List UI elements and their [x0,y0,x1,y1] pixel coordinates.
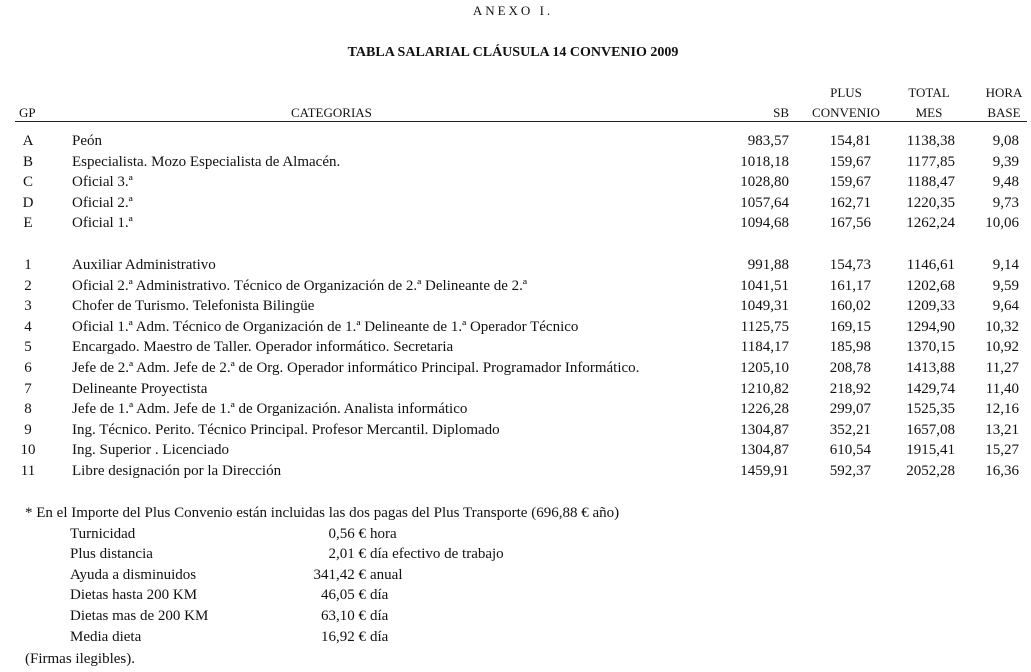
cell-hb: 11,27 [985,360,1019,376]
table-row [0,337,1031,358]
cell-pc: 299,07 [829,401,871,418]
cell-sb: 1226,28 [740,401,789,418]
cell-sb: 1057,64 [740,194,789,211]
cell-tm: 1413,88 [906,360,955,376]
cell-gp: 4 [24,318,32,335]
cell-cat: Oficial 2.ª [72,194,133,211]
extra-label: Turnicidad [70,525,136,542]
extra-unit: día [370,587,389,604]
table-row [0,420,1031,441]
cell-hb: 13,21 [985,421,1019,438]
cell-sb: 1028,80 [740,174,789,191]
header-sb: SB [773,105,789,120]
cell-tm: 1370,15 [906,339,955,356]
header-gp: GP [19,105,36,120]
cell-sb: 1304,87 [740,421,789,438]
cell-gp: 7 [24,380,32,397]
cell-cat: Oficial 3.ª [72,174,133,191]
cell-cat: Oficial 2.ª Administrativo. Técnico de Organización de 2.ª Delineante de 2.ª [72,277,528,294]
cell-sb: 1041,51 [740,277,789,294]
cell-gp: 6 [24,360,32,376]
extra-amount: 2,01 € [328,546,366,563]
extra-unit: día [370,607,389,624]
cell-cat: Encargado. Maestro de Taller. Operador informático. Secretaria [72,339,454,356]
table-title: TABLA SALARIAL CLÁUSULA 14 CONVENIO 2009 [347,45,679,60]
cell-gp: E [23,215,33,232]
cell-sb: 1094,68 [740,215,789,232]
cell-pc: 167,56 [829,215,871,232]
cell-hb: 10,06 [985,215,1019,232]
cell-hb: 9,39 [992,153,1019,170]
cell-tm: 1177,85 [906,153,955,170]
extra-amount: 63,10 € [321,607,366,624]
extra-item [0,565,1031,586]
cell-pc: 161,17 [829,277,871,294]
cell-gp: 11 [20,463,36,479]
cell-cat: Peón [72,133,102,149]
cell-pc: 218,92 [829,380,871,397]
extra-amount: 341,42 € [313,566,366,583]
cell-pc: 154,81 [829,133,871,149]
cell-pc: 169,15 [829,318,871,335]
cell-tm: 1146,61 [906,257,955,273]
cell-cat: Ing. Técnico. Perito. Técnico Principal. Profesor Mercantil. Diplomado [72,421,500,438]
table-row [0,358,1031,379]
cell-gp: 10 [20,442,36,459]
cell-hb: 10,92 [985,339,1019,356]
cell-pc: 160,02 [829,298,871,315]
cell-hb: 9,59 [992,277,1019,294]
table-row [0,255,1031,276]
cell-gp: A [22,133,34,149]
extra-amount: 16,92 € [321,628,366,645]
cell-hb: 9,08 [992,133,1019,149]
cell-sb: 1049,31 [740,298,789,315]
cell-gp: 1 [24,257,32,273]
table-row [0,172,1031,193]
cell-cat: Ing. Superior . Licenciado [72,442,230,459]
cell-tm: 1429,74 [906,380,955,397]
cell-cat: Oficial 1.ª Adm. Técnico de Organización de 1.ª Delineante de 1.ª Operador Técnico [72,318,579,335]
extra-label: Ayuda a disminuidos [70,566,197,583]
extra-unit: anual [370,566,403,583]
cell-pc: 159,67 [829,153,871,170]
table-row [0,131,1031,152]
table-row [0,296,1031,317]
extra-amount: 0,56 € [328,525,366,542]
cell-cat: Jefe de 1.ª Adm. Jefe de 1.ª de Organización. Analista informático [72,401,468,418]
table-row [0,317,1031,338]
cell-tm: 1138,38 [906,133,955,149]
cell-gp: 5 [24,339,32,356]
table-row [0,461,1031,482]
cell-tm: 1262,24 [906,215,955,232]
header-hora-line2: BASE [987,105,1021,120]
extra-label: Plus distancia [70,546,153,563]
extra-item [0,544,1031,565]
table-row [0,379,1031,400]
cell-cat: Delineante Proyectista [72,380,208,397]
header-plus-line2: CONVENIO [812,105,880,120]
extra-unit: hora [370,525,397,542]
table-row [0,152,1031,173]
extra-item [0,585,1031,606]
cell-hb: 10,32 [985,318,1019,335]
header-rule [15,121,1027,122]
cell-hb: 15,27 [985,442,1019,459]
cell-pc: 208,78 [829,360,871,376]
cell-pc: 610,54 [829,442,871,459]
cell-hb: 9,48 [992,174,1019,191]
cell-sb: 1184,17 [740,339,789,356]
cell-sb: 1205,10 [740,360,789,376]
table-row [0,399,1031,420]
cell-hb: 9,73 [992,194,1019,211]
cell-gp: 2 [24,277,32,294]
cell-cat: Jefe de 2.ª Adm. Jefe de 2.ª de Org. Operador informático Principal. Programador Informático. [72,360,640,376]
cell-tm: 1220,35 [906,194,955,211]
annex-label: ANEXO I. [472,3,554,18]
cell-cat: Oficial 1.ª [72,215,133,232]
header-plus-line1: PLUS [830,85,862,100]
extra-unit: día efectivo de trabajo [370,546,504,563]
extra-label: Media dieta [70,628,142,645]
cell-pc: 592,37 [829,463,871,479]
cell-hb: 11,40 [985,380,1019,397]
table-row [0,440,1031,461]
table-row [0,193,1031,214]
cell-cat: Libre designación por la Dirección [72,463,282,479]
cell-cat: Auxiliar Administrativo [72,257,216,273]
cell-tm: 2052,28 [906,463,955,479]
cell-sb: 983,57 [747,133,789,149]
cell-hb: 12,16 [985,401,1019,418]
cell-tm: 1188,47 [906,174,955,191]
cell-cat: Chofer de Turismo. Telefonista Bilingüe [72,298,315,315]
cell-gp: C [22,174,33,191]
cell-cat: Especialista. Mozo Especialista de Almacén. [72,153,341,170]
extra-item [0,627,1031,648]
cell-pc: 185,98 [829,339,871,356]
plus-convenio-note: * En el Importe del Plus Convenio están incluidas las dos pagas del Plus Transporte (696,88 € año) [25,505,620,521]
cell-pc: 162,71 [829,194,871,211]
extra-item [0,524,1031,545]
signature-note: (Firmas ilegibles). [25,651,135,667]
cell-sb: 1018,18 [740,153,789,170]
extra-label: Dietas hasta 200 KM [70,587,198,604]
cell-gp: D [22,194,34,211]
cell-gp: 3 [24,298,32,315]
cell-pc: 154,73 [829,257,871,273]
cell-sb: 1304,87 [740,442,789,459]
extra-item [0,606,1031,627]
cell-sb: 991,88 [747,257,789,273]
cell-hb: 16,36 [985,463,1019,479]
cell-tm: 1915,41 [906,442,955,459]
extra-amount: 46,05 € [321,587,366,604]
cell-gp: 8 [24,401,32,418]
cell-tm: 1202,68 [906,277,955,294]
extra-label: Dietas mas de 200 KM [70,607,209,624]
cell-tm: 1657,08 [906,421,955,438]
cell-sb: 1459,91 [740,463,789,479]
cell-tm: 1209,33 [906,298,955,315]
cell-tm: 1525,35 [906,401,955,418]
cell-pc: 159,67 [829,174,871,191]
table-row [0,213,1031,234]
cell-sb: 1210,82 [740,380,789,397]
header-total-line1: TOTAL [908,85,950,100]
cell-gp: 9 [24,421,32,438]
extra-unit: día [370,628,389,645]
cell-hb: 9,64 [992,298,1019,315]
table-row [0,276,1031,297]
cell-tm: 1294,90 [906,318,955,335]
cell-pc: 352,21 [829,421,871,438]
header-hora-line1: HORA [985,85,1023,100]
header-categorias: CATEGORIAS [291,105,372,120]
header-total-line2: MES [915,105,943,120]
cell-gp: B [22,153,33,170]
cell-hb: 9,14 [992,257,1019,273]
cell-sb: 1125,75 [740,318,789,335]
